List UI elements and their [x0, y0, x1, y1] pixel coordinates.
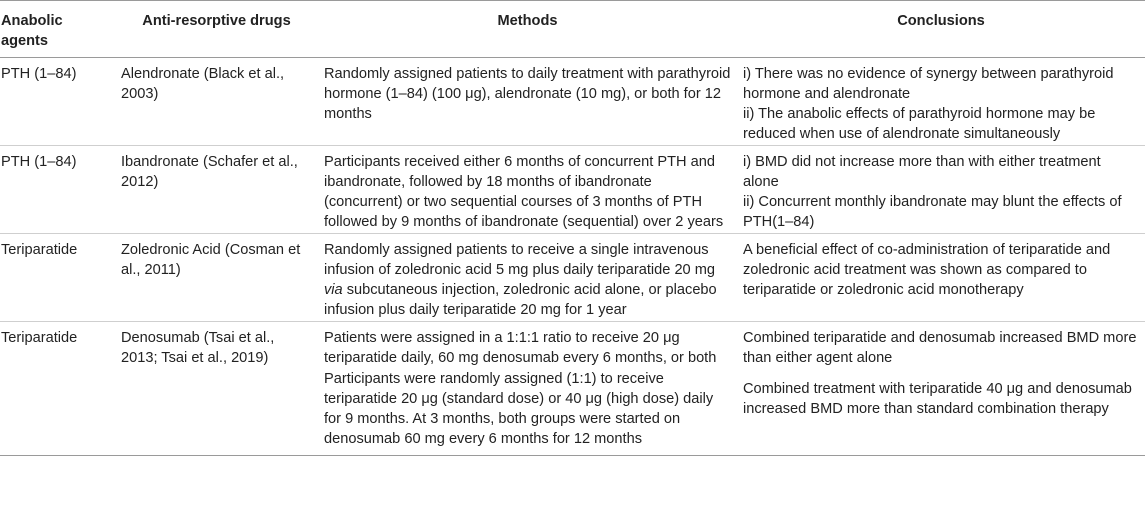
cell-methods: Participants were randomly assigned (1:1) to receive teriparatide 20 μg (standard dose) or 40 μg (high dose) daily for 9 months. At 3 months, both groups were started on denosumab 60 mg every 6 months for 12 months	[318, 369, 737, 456]
cell-conclusions	[737, 369, 1145, 456]
cell-empty	[115, 369, 318, 456]
cell-anabolic-agent: Teriparatide	[0, 322, 115, 370]
cell-empty	[0, 369, 115, 456]
table-row	[0, 369, 1145, 456]
conclusion-item: i) There was no evidence of synergy between parathyroid hormone and alendronate	[743, 66, 1114, 102]
cell-anabolic-agent: PTH (1–84)	[1, 66, 77, 82]
cell-anti-resorptive-drug: Ibandronate (Schafer et al., 2012)	[115, 146, 318, 234]
methods-text: subcutaneous injection, zoledronic acid alone, or placebo infusion plus daily teriparatide 20 mg for 1 year	[324, 282, 717, 318]
table-row	[0, 58, 1145, 146]
cell-conclusions	[737, 146, 1145, 234]
cell-methods: Randomly assigned patients to daily treatment with parathyroid hormone (1–84) (100 μg), alendronate (10 mg), or both for 12 months	[324, 66, 731, 122]
cell-methods: Patients were assigned in a 1:1:1 ratio to receive 20 μg teriparatide daily, 60 mg denosumab every 6 months, or both	[318, 322, 737, 370]
header-anabolic-agents: Anabolic agents	[0, 1, 115, 58]
cell-anabolic-agent: Teriparatide	[0, 234, 115, 322]
header-methods: Methods	[318, 1, 737, 58]
table-row	[0, 322, 1145, 370]
header-conclusions: Conclusions	[737, 1, 1145, 58]
cell-methods	[318, 234, 737, 322]
table-row	[0, 146, 1145, 234]
header-anti-resorptive-drugs: Anti-resorptive drugs	[115, 1, 318, 58]
cell-anti-resorptive-drug: Zoledronic Acid (Cosman et al., 2011)	[115, 234, 318, 322]
methods-text: Randomly assigned patients to receive a single intravenous infusion of zoledronic acid 5 mg plus daily teriparatide 20 mg	[324, 242, 716, 278]
cell-anti-resorptive-drug: Alendronate (Black et al., 2003)	[121, 66, 285, 102]
methods-italic-text: via	[324, 282, 343, 298]
conclusion-item: ii) The anabolic effects of parathyroid hormone may be reduced when use of alendronate simultaneously	[743, 106, 1096, 142]
conclusion-item: Combined teriparatide and denosumab increased BMD more than either agent alone	[743, 330, 1137, 366]
cell-conclusions	[737, 58, 1145, 146]
cell-conclusions	[737, 234, 1145, 322]
conclusion-item: A beneficial effect of co-administration of teriparatide and zoledronic acid treatment was shown as compared to teriparatide or zoledronic acid monotherapy	[743, 242, 1111, 298]
cell-anabolic-agent: PTH (1–84)	[0, 146, 115, 234]
conclusion-item: Combined treatment with teriparatide 40 μg and denosumab increased BMD more than standard combination therapy	[743, 381, 1132, 417]
cell-anti-resorptive-drug: Denosumab (Tsai et al., 2013; Tsai et al., 2019)	[115, 322, 318, 370]
header-row	[0, 1, 1145, 58]
conclusion-item: ii) Concurrent monthly ibandronate may blunt the effects of PTH(1–84)	[743, 194, 1122, 230]
conclusion-item: i) BMD did not increase more than with either treatment alone	[743, 154, 1101, 190]
cell-methods: Participants received either 6 months of concurrent PTH and ibandronate, followed by 18 months of ibandronate (concurrent) or two sequential courses of 3 months of PTH followed by 9 months of ibandronate (sequential) over 2 years	[318, 146, 737, 234]
table-row	[0, 234, 1145, 322]
cell-conclusions	[737, 322, 1145, 370]
